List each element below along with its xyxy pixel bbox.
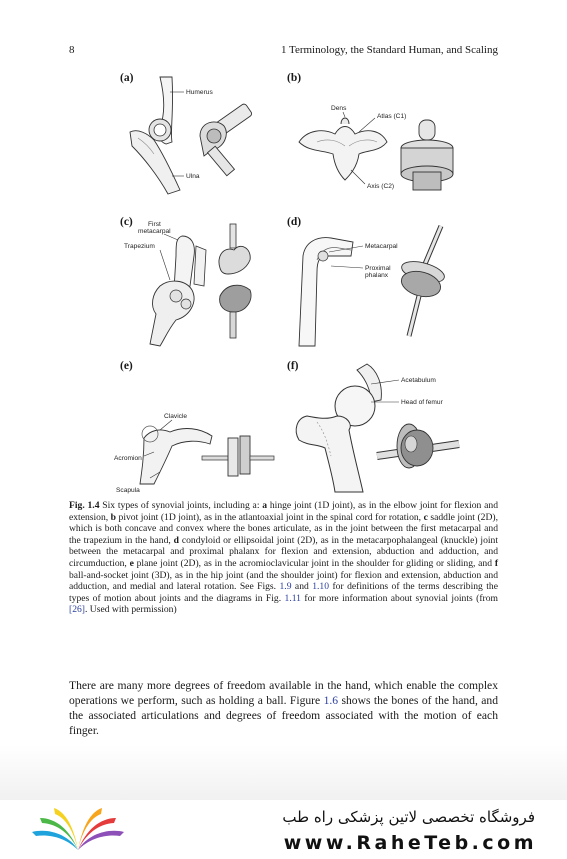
paragraph-text: There are many more degrees of freedom available in the hand, which enable the complex operations we perform, such as holding a ball. Figure (69, 679, 498, 707)
caption-text: hinge joint (1D joint), as in the elbow joint for flexion and extension, (69, 500, 498, 523)
running-head: 1 Terminology, the Standard Human, and Scaling (280, 44, 498, 56)
caption-text: saddle joint (2D), which is both concave and convex where the bones articulate, as in the joint between the first metacarpal and the trapezium in the hand, (69, 511, 498, 546)
figure-ref-link[interactable]: 1.10 (312, 581, 330, 593)
caption-key-c: c (423, 511, 428, 523)
caption-text: for definitions of the terms describing the types of motion about joints and the diagrams in Fig. (69, 581, 498, 604)
plane-joint-model (202, 436, 274, 476)
hinge-joint-illustration (120, 72, 280, 202)
label-acromion: Acromion (114, 455, 142, 462)
label-ulna: Ulna (186, 173, 200, 180)
figure-panel-a (120, 72, 280, 202)
label-axis: Axis (C2) (367, 183, 395, 190)
figure-ref-link[interactable]: 1.9 (279, 581, 292, 593)
figure-ref-link[interactable]: 1.11 (284, 592, 301, 604)
caption-text: and (291, 581, 313, 593)
panel-label-c: (c) (120, 216, 133, 228)
label-clavicle: Clavicle (164, 413, 188, 420)
caption-text: plane joint (2D), as in the acromioclavicular joint in the shoulder for gliding or sliding, and (133, 557, 495, 569)
label-dens: Dens (331, 105, 347, 112)
ball-socket-joint-model (377, 424, 459, 468)
caption-text: pivot joint (1D joint), as in the atlantoaxial joint in the spinal cord for rotation, (116, 511, 424, 523)
label-atlas: Atlas (C1) (377, 113, 407, 120)
label-metacarpal: Metacarpal (365, 243, 398, 250)
figure-panel-f (287, 360, 477, 495)
caption-key-b: b (110, 511, 117, 523)
store-url[interactable]: www.RaheTeb.com (283, 832, 537, 854)
caption-text: condyloid or ellipsoidal joint (2D), as in the metacarpophalangeal (knuckle) joint between the metacarpal and proximal phalanx for flexion and extension, abduction and adduction, and circumduction, (69, 534, 498, 569)
page-bottom-shade (0, 745, 567, 800)
panel-label-a: (a) (120, 72, 134, 84)
panel-label-e: (e) (120, 360, 133, 372)
figure-label: Fig. 1.4 (69, 500, 100, 511)
ball-socket-joint-illustration (287, 360, 477, 495)
caption-key-e: e (129, 557, 134, 569)
book-logo-icon (28, 806, 128, 856)
caption-key-f: f (494, 557, 499, 569)
label-scapula: Scapula (116, 487, 140, 494)
condyloid-joint-illustration (287, 216, 477, 351)
caption-text: for more information about synovial joints (from (300, 592, 498, 604)
panel-label-d: (d) (287, 216, 302, 228)
caption-key-a: a (262, 500, 268, 511)
label-proximal-phalanx: Proximal phalanx (365, 265, 391, 279)
pivot-joint-model (401, 120, 453, 190)
panel-label-b: (b) (287, 72, 302, 84)
citation-link[interactable]: [26] (69, 604, 85, 616)
label-acetabulum: Acetabulum (401, 377, 436, 384)
saddle-joint-illustration (120, 216, 280, 351)
pivot-joint-illustration (287, 72, 477, 202)
condyloid-joint-model (399, 226, 447, 336)
figure-caption (69, 500, 498, 616)
plane-joint-illustration (114, 360, 280, 495)
caption-text: ball-and-socket joint (3D), as in the hip joint (and the shoulder joint) for flexion and extension, abduction and adduction, and medial and lateral rotation. See Figs. (69, 569, 498, 593)
figure-panel-d (287, 216, 477, 351)
paragraph-text: shows the bones of the hand, and the associated articulations and degrees of freedom associated with the motion of each finger. (69, 694, 498, 737)
label-head-of-femur: Head of femur (401, 399, 443, 406)
panel-label-f: (f) (287, 360, 299, 372)
page-header (69, 44, 498, 60)
hinge-joint-model (200, 103, 253, 176)
saddle-joint-model (219, 224, 251, 338)
page-number: 8 (69, 44, 75, 56)
figure-panel-e (114, 360, 280, 495)
caption-text: Six types of synovial joints, including a: (99, 500, 263, 511)
figure-ref-link[interactable]: 1.6 (323, 694, 339, 707)
body-paragraph (69, 678, 498, 738)
figure-panel-b (287, 72, 477, 202)
label-trapezium: Trapezium (124, 243, 155, 250)
label-humerus: Humerus (186, 89, 213, 96)
caption-text: . Used with permission) (84, 604, 177, 616)
label-first-metacarpal: First metacarpal (138, 221, 171, 235)
store-name: فروشگاه تخصصی لاتین پزشکی راه طب (282, 808, 535, 826)
caption-key-d: d (173, 534, 179, 546)
figure-panel-c (120, 216, 280, 351)
